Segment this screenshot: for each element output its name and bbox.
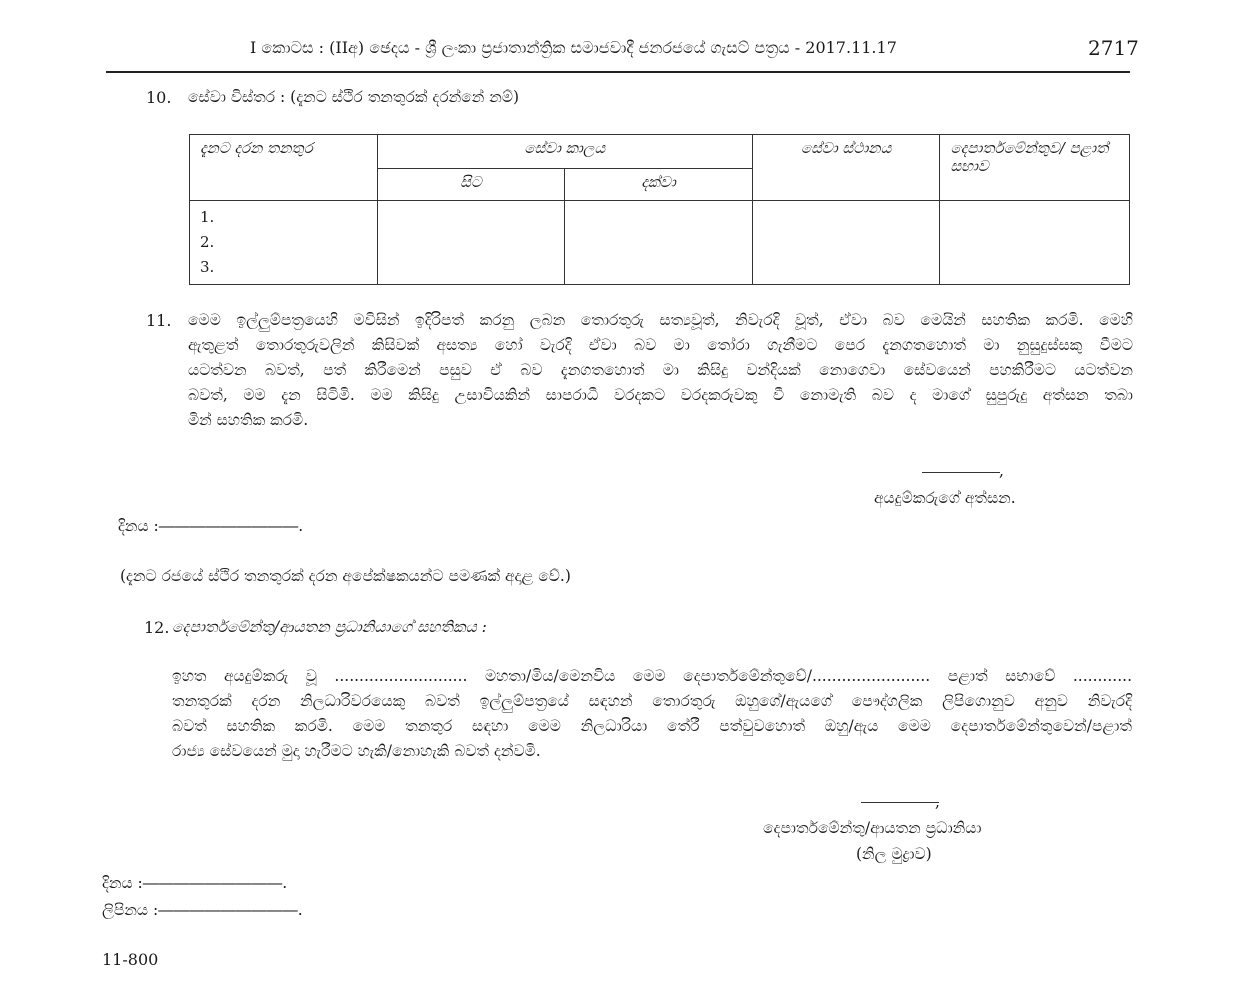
header-rule <box>106 71 1130 73</box>
date-field <box>118 517 303 536</box>
official-stamp-label: (නිල මුද්‍රාව) <box>856 845 932 863</box>
row-number: 1. <box>200 208 215 226</box>
col-department: දෙපාර්තමේන්තුව/ පළාත් සභාව <box>940 135 1130 201</box>
page-number: 2717 <box>1088 36 1139 60</box>
cell-place <box>752 201 940 285</box>
service-details-table <box>189 134 1130 285</box>
row-number: 2. <box>200 233 215 251</box>
certificate-line: ඉහත අයදුම්කරු වූ ........................... මහතා/මිය/මෙනවිය මෙම දෙපාර්තමේන්තුවේ/........................ පළාත් සභාවේ ............ <box>172 667 1132 685</box>
section-12-heading: දෙපාර්තමේන්තු/ආයතන ප්‍රධානියාගේ සහතිකය : <box>172 618 487 636</box>
footer-code: 11-800 <box>102 950 159 969</box>
row-number: 3. <box>200 258 215 276</box>
reference-label: ලිපිනය : <box>102 901 159 919</box>
signature-comma: , <box>999 462 1004 480</box>
date-label: දිනය : <box>118 517 159 535</box>
reference-blank: ―――――――――. <box>158 901 303 919</box>
signature-comma: , <box>935 793 940 811</box>
section-12-number: 12. <box>144 618 170 637</box>
date-blank: ―――――――――. <box>142 874 288 892</box>
applicant-signature-line <box>922 472 1000 473</box>
reference-field <box>102 901 303 920</box>
table-row-numbers <box>190 201 378 285</box>
head-signature-line <box>861 802 939 803</box>
cell-department <box>940 201 1130 285</box>
declaration-line: යටත්වන බවත්, පත් කිරීමෙන් පසුව ඒ බව දැනගතහොත් මා කිසිදු වන්දියක් නොගෙවා සේවයෙන් පහකිරීමට යටත්වන <box>188 361 1133 379</box>
declaration-line: මෙම ඉල්ලුම්පත්‍රයෙහි මවිසින් ඉදිරිපත් කරනු ලබන තොරතුරු සත්‍යවූත්, නිවැරදි වූත්, ඒවා බව මෙයින් සහතික කරමි. මෙහි <box>188 311 1133 329</box>
declaration-line: මින් සහතික කරමි. <box>188 411 309 429</box>
gazette-header-title: I කොටස : (IIඅ) ඡෙදය - ශ්‍රී ලංකා ප්‍රජාතාන්ත්‍රික සමාජවාදී ජනරජයේ ගැසට් පත්‍රය - 2017.11.17 <box>250 38 897 57</box>
cell-from <box>377 201 565 285</box>
section-10-heading: සේවා විස්තර : (දැනට ස්ථිර තනතුරක් දරන්නේ නම්) <box>188 88 520 106</box>
date-blank: ―――――――――. <box>158 517 304 535</box>
date-label: දිනය : <box>102 874 143 892</box>
applicant-signature-label: අයදුම්කරුගේ අත්සන. <box>874 489 1016 507</box>
col-to: දක්වා <box>565 169 753 201</box>
head-signature-label: දෙපාර්තමේන්තු/ආයතන ප්‍රධානියා <box>763 819 982 837</box>
col-service-period: සේවා කාලය <box>377 135 752 169</box>
certificate-line: රාජ්‍ය සේවයෙන් මුදා හැරීමට හැකි/නොහැකි බවත් දන්වමි. <box>172 742 541 760</box>
col-service-place: සේවා ස්ථානය <box>752 135 940 201</box>
col-from: සිට <box>377 169 565 201</box>
date-field <box>102 874 287 893</box>
cell-to <box>565 201 753 285</box>
declaration-paragraph <box>188 308 1133 433</box>
declaration-line: ඇතුළත් තොරතුරුවලින් කිසිවක් අසත්‍ය හෝ වැරදි ඒවා බව මා තෝරා ගැනීමට පෙර දැනගතහොත් මා නුසුදුස්සකු වීමට <box>188 336 1133 354</box>
certificate-line: තනතුරක් දරන නිලධාරිවරයෙකු බවත් ඉල්ලුම්පත්‍රයේ සඳහන් තොරතුරු ඔහුගේ/ඇයගේ පෞද්ගලික ලිපිගොනුව අනුව නිවැරදි <box>172 692 1132 710</box>
section-10-number: 10. <box>146 88 172 107</box>
col-current-post: දැනට දරන තනතුර <box>190 135 378 201</box>
certificate-paragraph <box>172 664 1132 764</box>
certificate-line: බවත් සහතික කරමි. මෙම තනතුර සඳහා මෙම නිලධාරියා තේරී පත්වුවහොත් ඔහු/ඇය මෙම දෙපාර්තමේන්තුවෙන්/පළාත් <box>172 717 1132 735</box>
applicability-note: (දැනට රජයේ ස්ථිර තනතුරක් දරන අපේක්ෂකයන්ට පමණක් අදාළ වේ.) <box>120 567 571 585</box>
declaration-line: බවත්, මම දැන සිටිමි. මම කිසිදු උසාවියකින් සාපරාධී වරදකට වරදකරුවකු වී නොමැති බව ද මාගේ සුපුරුදු අත්සන තබා <box>188 386 1133 404</box>
section-11-number: 11. <box>146 311 172 330</box>
